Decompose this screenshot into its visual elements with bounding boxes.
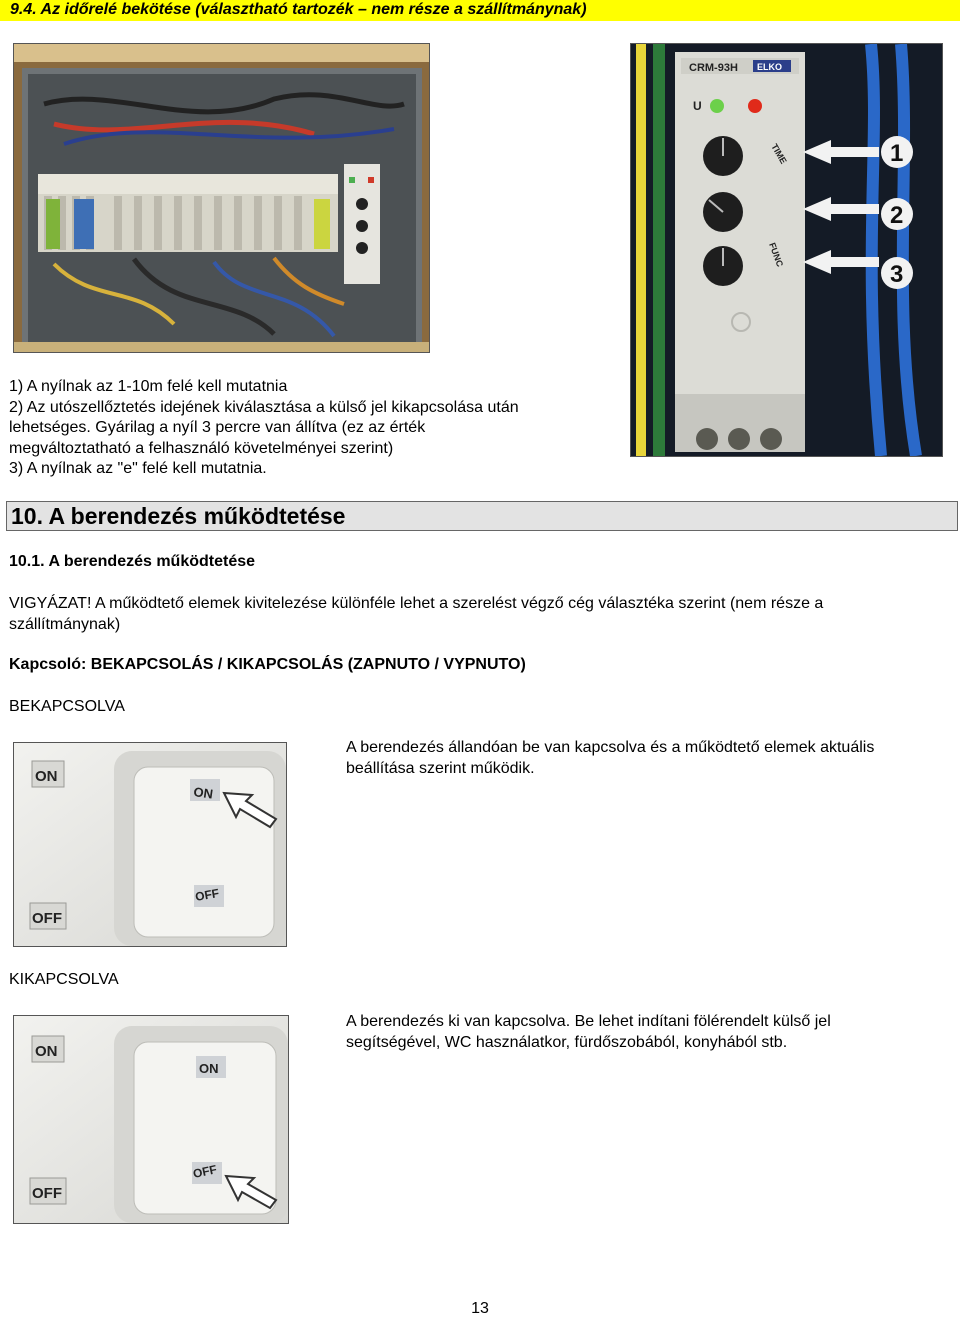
warning-line: VIGYÁZAT! A működtető elemek kivitelezése különféle lehet a szerelést végző cég választéka szerint (nem része a (9, 595, 824, 612)
state-desc-line: segítségével, WC használatkor, fürdőszobából, konyhából stb. (346, 1033, 788, 1051)
relay-brand-label: ELKO (757, 62, 783, 72)
state-desc-on (346, 738, 956, 779)
state-desc-line: A berendezés állandóan be van kapcsolva és a működtető elemek aktuális (346, 739, 875, 756)
callout-number-1: 1 (890, 140, 904, 167)
state-label-off: KIKAPCSOLVA (9, 971, 119, 988)
red-led-icon (748, 99, 762, 113)
state-label-on: BEKAPCSOLVA (9, 698, 125, 715)
section-heading-box (6, 501, 958, 531)
wiring-box-illustration (14, 44, 429, 352)
subsection-heading: 10.1. A berendezés működtetése (9, 553, 256, 570)
relay-note-line: 3) A nyílnak az "e" felé kell mutatnia. (9, 460, 267, 477)
state-desc-line: beállítása szerint működik. (346, 759, 535, 777)
switch-off-text: OFF (191, 1162, 219, 1181)
relay-photo (630, 43, 943, 457)
wiring-box-photo (13, 43, 430, 353)
warning-paragraph (9, 594, 954, 635)
page-number: 13 (471, 1300, 489, 1317)
sticker-off-label: OFF (32, 910, 62, 927)
relay-illustration (631, 44, 942, 456)
relay-note-line: megváltoztatható a felhasználó követelményei szerint) (9, 439, 394, 457)
switch-on-text: ON (192, 784, 214, 802)
relay-model-label: CRM-93H (689, 62, 738, 74)
knob-label-func: FUNC (767, 241, 786, 269)
switch-off-text: OFF (194, 885, 221, 904)
relay-note-line: 2) Az utószellőztetés idejének kiválasztása a külső jel kikapcsolása után (9, 398, 519, 416)
state-desc-off (346, 1012, 956, 1053)
switch-off-photo (13, 1015, 289, 1224)
section-header-bar (0, 0, 960, 21)
section-header-title: 9.4. Az időrelé bekötése (választható tartozék – nem része a szállítmánynak) (10, 1, 587, 18)
relay-note-line: lehetséges. Gyárilag a nyíl 3 percre van állítva (ez az érték (9, 419, 426, 436)
sticker-on-label: ON (35, 1043, 58, 1060)
relay-u-label: U (693, 99, 702, 113)
switch-on-text: ON (199, 1061, 219, 1076)
warning-line: szállítmánynak) (9, 615, 121, 633)
section-heading: 10. A berendezés működtetése (11, 503, 346, 529)
relay-notes (9, 377, 619, 480)
switch-off-illustration (14, 1016, 288, 1223)
callout-number-3: 3 (890, 261, 904, 288)
callout-number-2: 2 (890, 202, 904, 229)
sticker-on-label: ON (35, 768, 58, 785)
state-desc-line: A berendezés ki van kapcsolva. Be lehet indítani fölérendelt külső jel (346, 1013, 831, 1030)
switch-heading: Kapcsoló: BEKAPCSOLÁS / KIKAPCSOLÁS (ZAPNUTO / VYPNUTO) (9, 656, 526, 673)
sticker-off-label: OFF (32, 1185, 62, 1202)
relay-note-line: 1) A nyílnak az 1-10m felé kell mutatnia (9, 378, 288, 395)
green-led-icon (710, 99, 724, 113)
switch-on-photo (13, 742, 287, 947)
knob-label-time: TIME (769, 142, 789, 166)
switch-on-illustration (14, 743, 286, 946)
